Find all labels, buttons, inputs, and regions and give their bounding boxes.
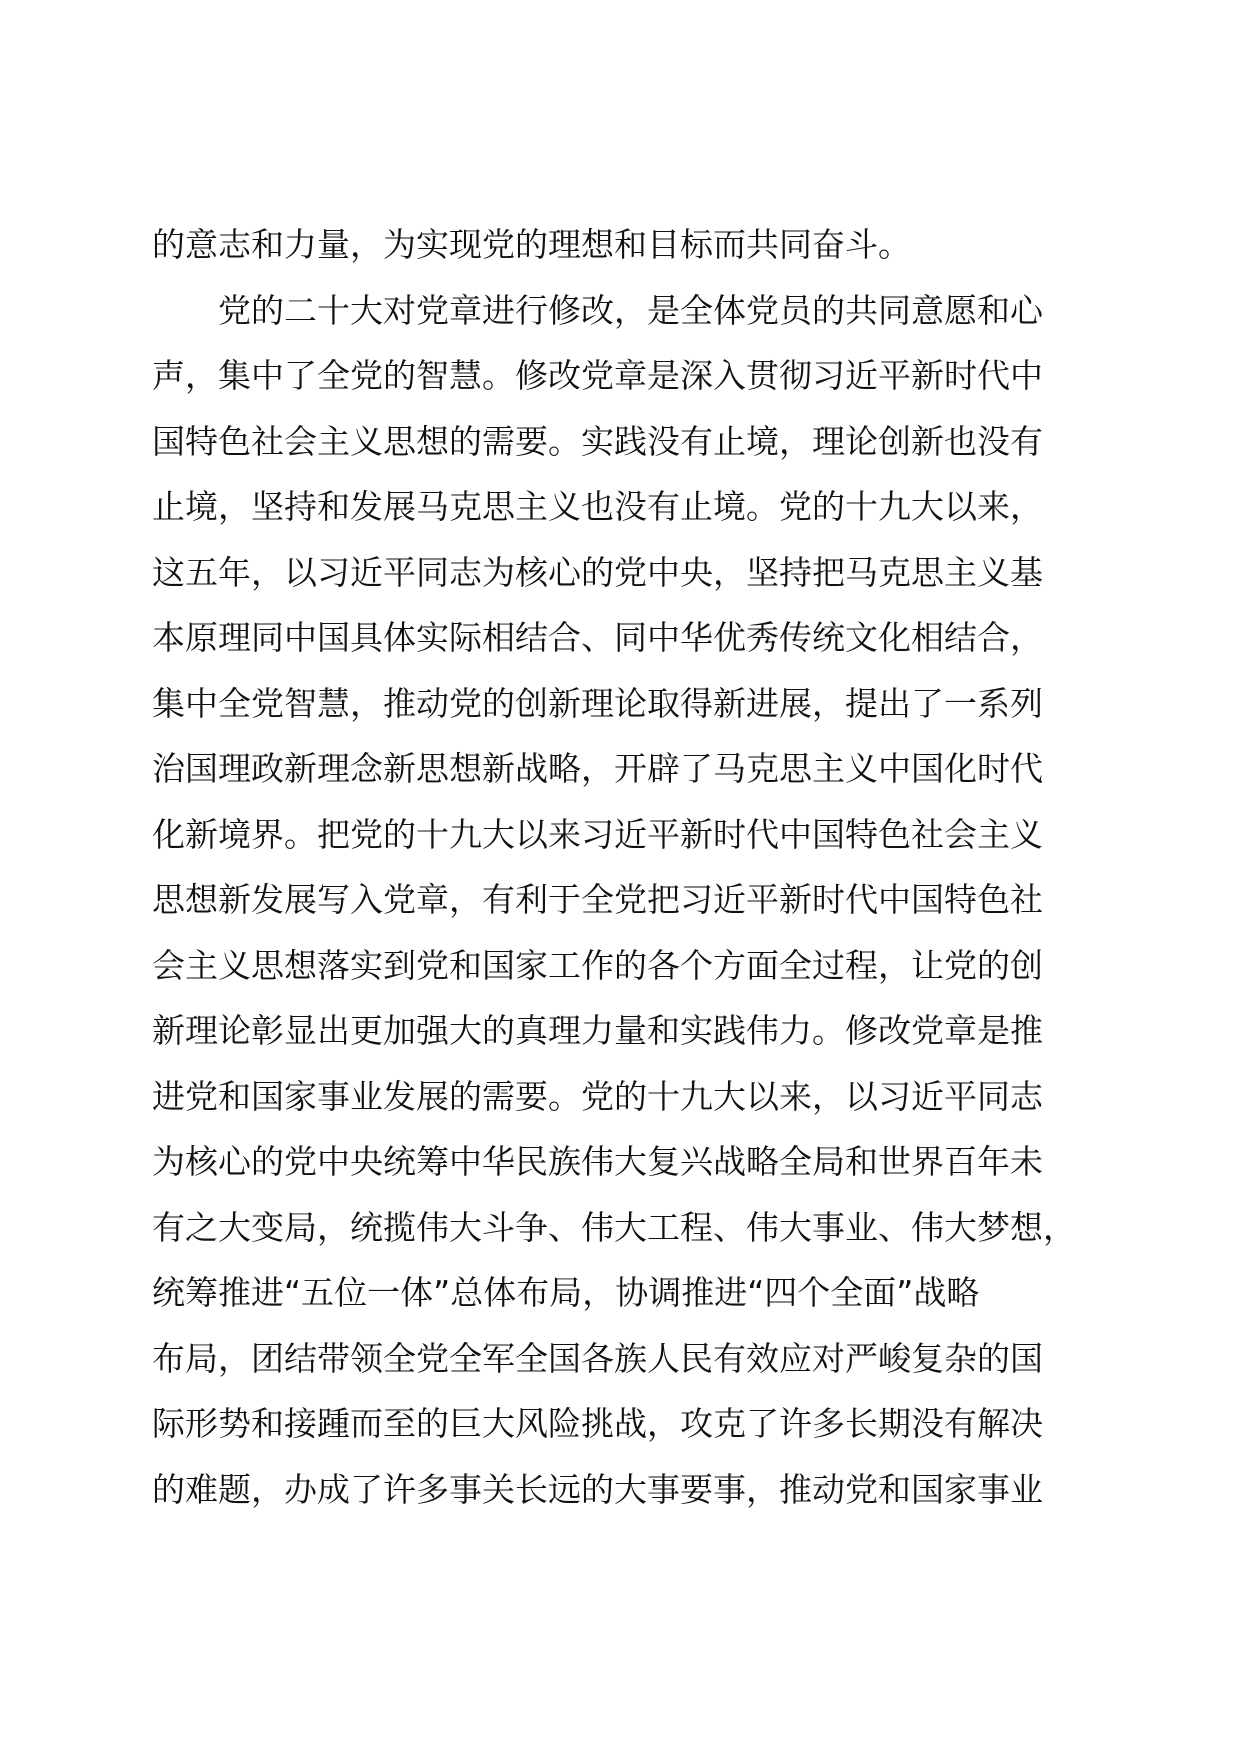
text-line: 为核心的党中央统筹中华民族伟大复兴战略全局和世界百年未: [152, 1142, 1043, 1181]
paragraph-first-line: 党的二十大对党章进行修改，是全体党员的共同意愿和心: [218, 290, 1043, 330]
text-line: 有之大变局，统揽伟大斗争、伟大工程、伟大事业、伟大梦想，: [152, 1207, 1076, 1247]
text-line: 本原理同中国具体实际相结合、同中华优秀传统文化相结合，: [152, 618, 1043, 657]
text-line: 止境，坚持和发展马克思主义也没有止境。党的十九大以来，: [152, 487, 1043, 526]
text-line: 统筹推进“五位一体”总体布局，协调推进“四个全面”战略: [152, 1273, 980, 1312]
body-text: [152, 212, 1112, 1522]
text-line: 新理论彰显出更加强大的真理力量和实践伟力。修改党章是推: [152, 1011, 1043, 1050]
text-line: 进党和国家事业发展的需要。党的十九大以来，以习近平同志: [152, 1076, 1043, 1116]
text-line: 的难题，办成了许多事关长远的大事要事，推动党和国家事业: [152, 1469, 1043, 1509]
text-line: 思想新发展写入党章，有利于全党把习近平新时代中国特色社: [152, 880, 1043, 919]
text-line: 声，集中了全党的智慧。修改党章是深入贯彻习近平新时代中: [152, 356, 1043, 395]
text-line: 会主义思想落实到党和国家工作的各个方面全过程，让党的创: [152, 945, 1043, 985]
text-line: 国特色社会主义思想的需要。实践没有止境，理论创新也没有: [152, 421, 1043, 461]
text-line: 的意志和力量，为实现党的理想和目标而共同奋斗。: [152, 225, 911, 264]
text-line: 治国理政新理念新思想新战略，开辟了马克思主义中国化时代: [152, 749, 1043, 788]
text-line: 这五年，以习近平同志为核心的党中央，坚持把马克思主义基: [152, 552, 1043, 592]
text-line: 化新境界。把党的十九大以来习近平新时代中国特色社会主义: [152, 814, 1043, 854]
text-line: 布局，团结带领全党全军全国各族人民有效应对严峻复杂的国: [152, 1338, 1043, 1378]
text-line: 际形势和接踵而至的巨大风险挑战，攻克了许多长期没有解决: [152, 1404, 1043, 1443]
text-line: 集中全党智慧，推动党的创新理论取得新进展，提出了一系列: [152, 683, 1043, 723]
